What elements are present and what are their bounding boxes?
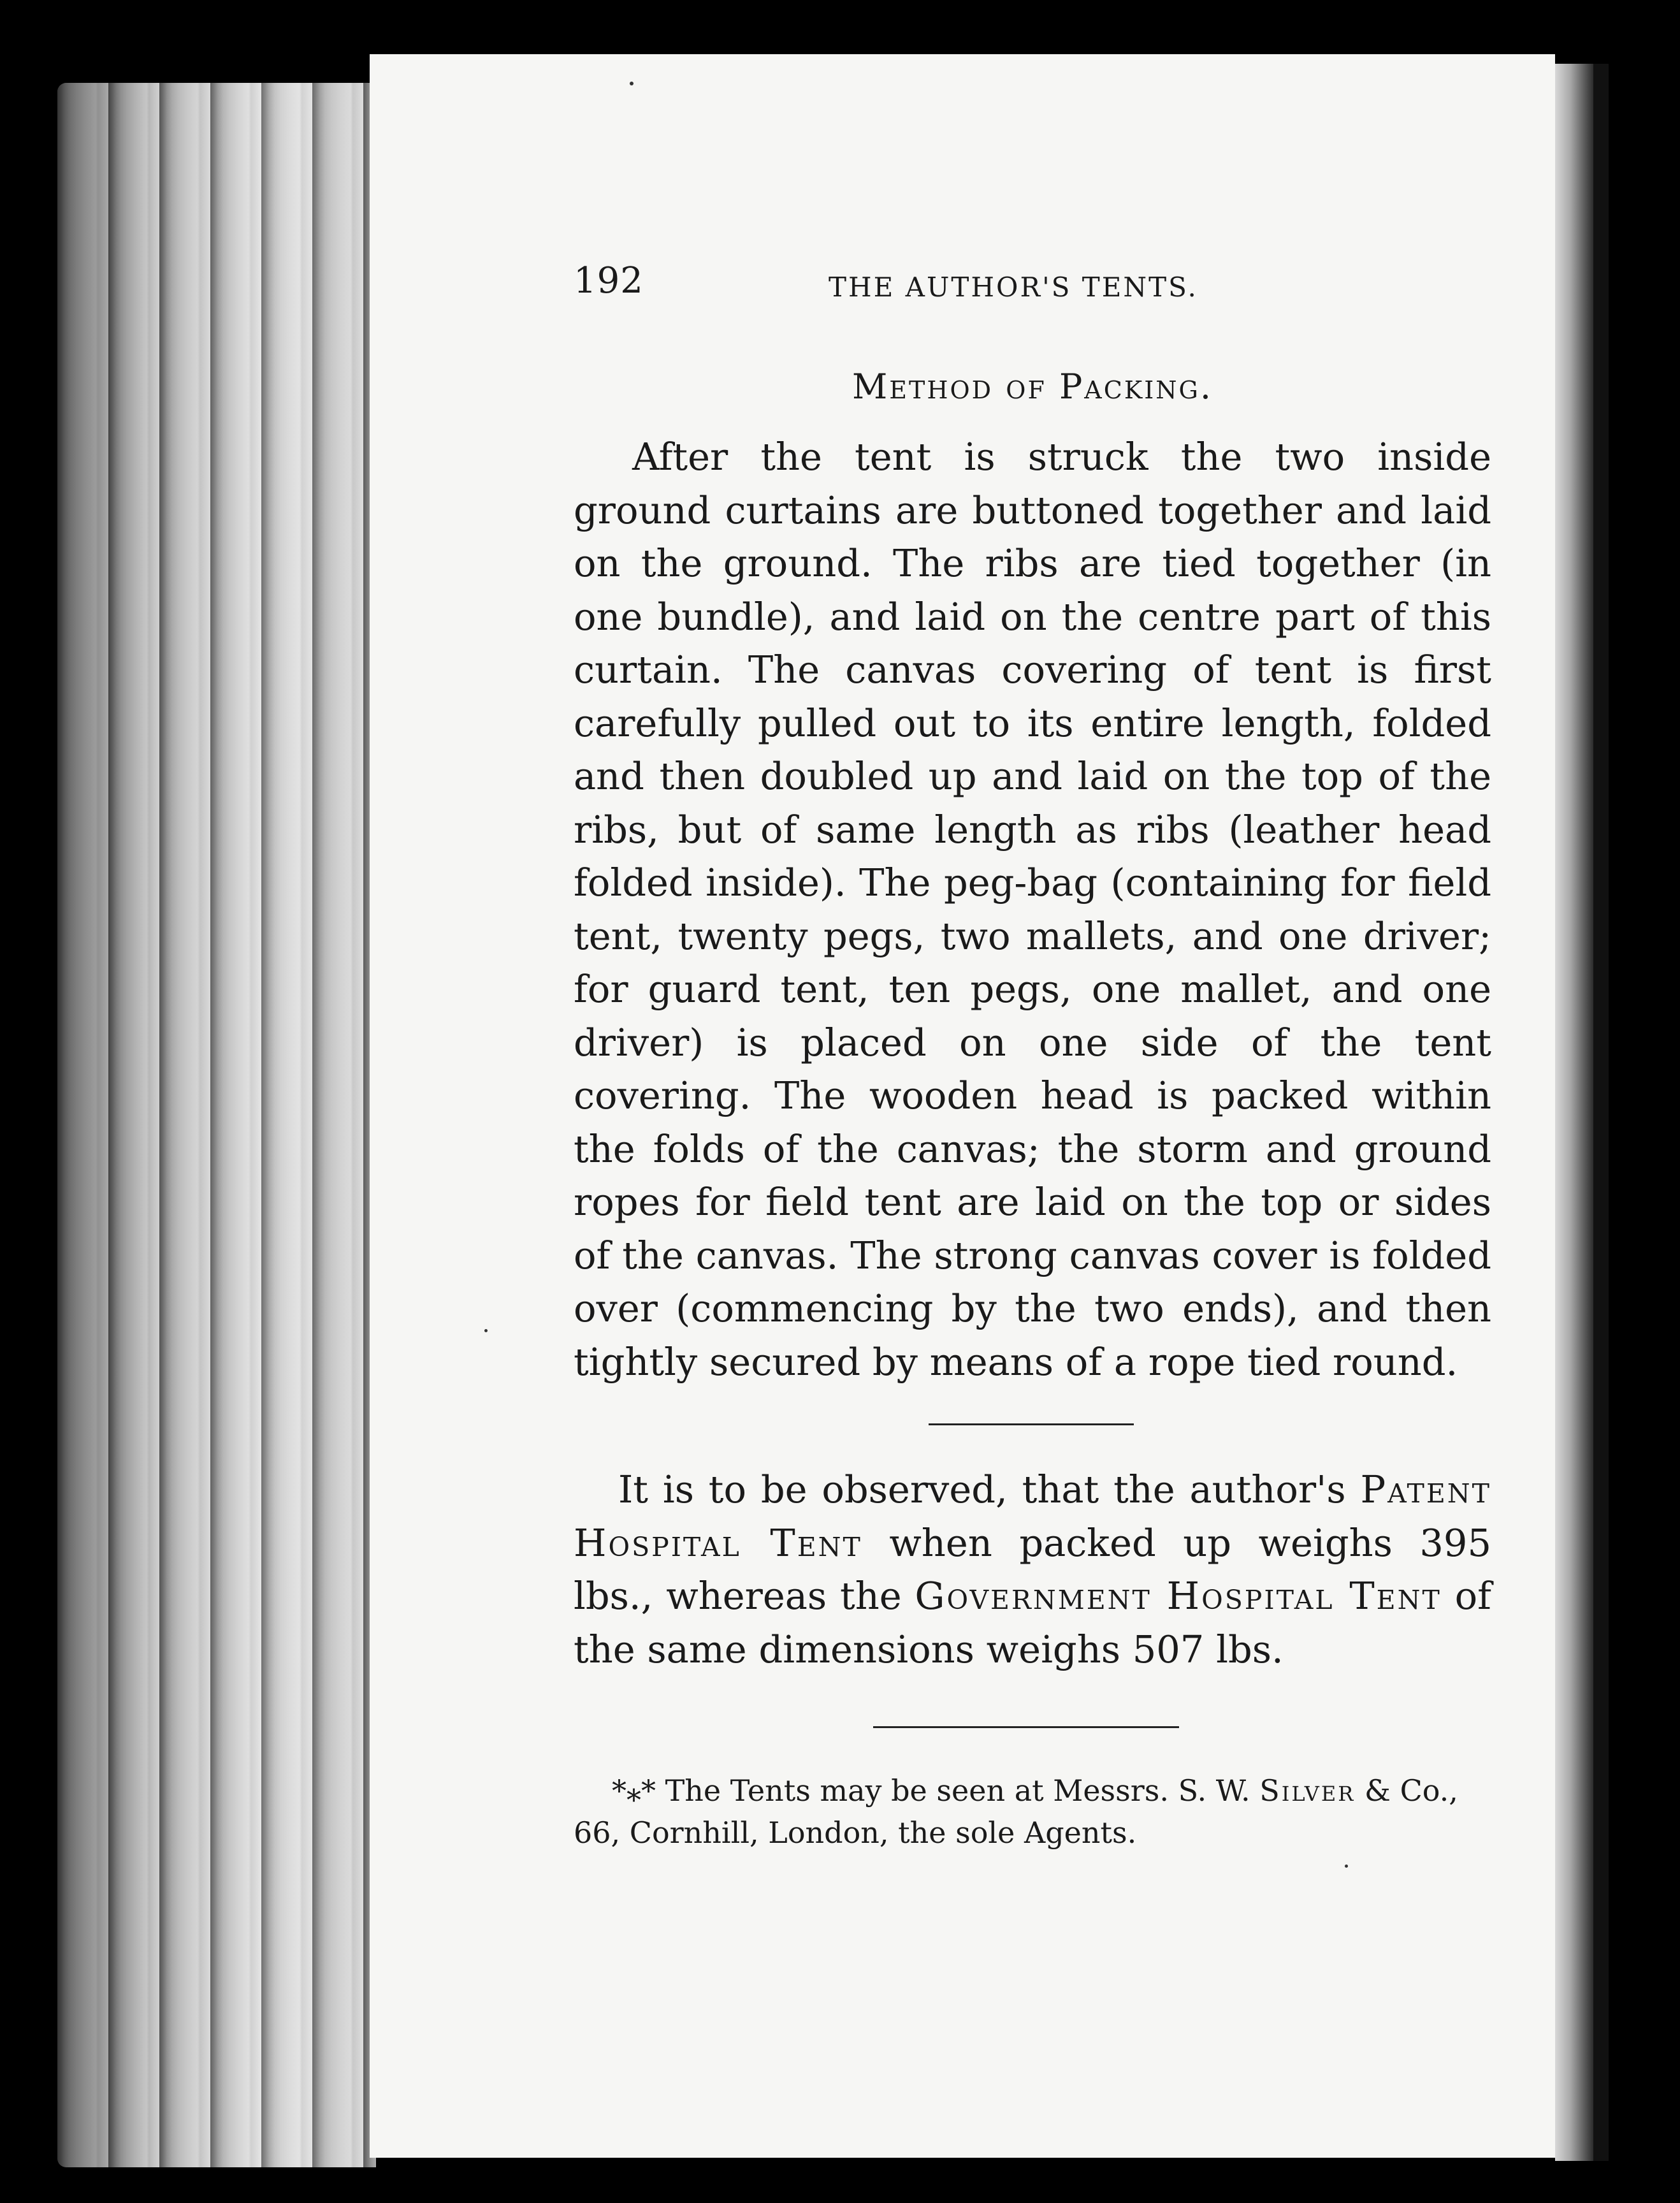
packing-paragraph: After the tent is struck the two inside ground curtains are buttoned together and laid on the ground. The ribs are tied together (in one bundle), and laid on the centre part of this curtain. The canvas covering of tent is first carefully pulled out to its entire length, folded and then doubled up and laid on the top of the ribs, but of same length as ribs (leather head folded inside). The peg-bag (containing for field tent, twenty pegs, two mallets, and one driver; for guard tent, ten pegs, one mallet, and one driver) is placed on one side of the tent covering. The wooden head is packed within the folds of the canvas; the storm and ground ropes for field tent are laid on the top or sides of the canvas. The strong canvas cover is folded over (commencing by the two ends), and then tightly secured by means of a rope tied round. bbox=[574, 435, 1491, 1384]
section-heading: Method of Packing. bbox=[851, 367, 1213, 407]
weight-note-text-2: when packed up weighs 395 lbs., whereas the bbox=[574, 1520, 1491, 1618]
weight-note-paragraph bbox=[574, 1463, 1491, 1676]
agent-name: Silver bbox=[1259, 1773, 1356, 1808]
government-tent-name: Government Hospital Tent bbox=[915, 1574, 1442, 1618]
weight-note-text-3: of the same dimensions weighs 507 lbs. bbox=[574, 1574, 1491, 1671]
paper-speck bbox=[1345, 1865, 1348, 1868]
footnote-line-1 bbox=[574, 1770, 1491, 1812]
footnote-text-1: The Tents may be seen at Messrs. S. W. bbox=[656, 1773, 1260, 1808]
footnote-line-2: 66, Cornhill, London, the sole Agents. bbox=[574, 1815, 1137, 1850]
paper-speck bbox=[484, 1329, 488, 1332]
running-title: THE AUTHOR'S TENTS. bbox=[829, 272, 1198, 303]
divider-rule-2 bbox=[873, 1726, 1179, 1728]
footnote-marker: *⁎* bbox=[612, 1773, 656, 1808]
patent-tent-name: Patent Hospital Tent bbox=[574, 1467, 1491, 1565]
weight-note-text-1: It is to be observed, that the author's bbox=[618, 1467, 1361, 1511]
footnote-text-2: & Co., bbox=[1355, 1773, 1458, 1808]
page-edges-shading bbox=[57, 83, 376, 2167]
book-binding bbox=[1555, 64, 1593, 2161]
book-binding-edge bbox=[1593, 64, 1609, 2161]
running-head bbox=[574, 260, 1491, 311]
paper-speck bbox=[630, 82, 634, 85]
divider-rule bbox=[929, 1423, 1134, 1425]
footnote bbox=[574, 1770, 1491, 1854]
page-number: 192 bbox=[574, 260, 644, 302]
